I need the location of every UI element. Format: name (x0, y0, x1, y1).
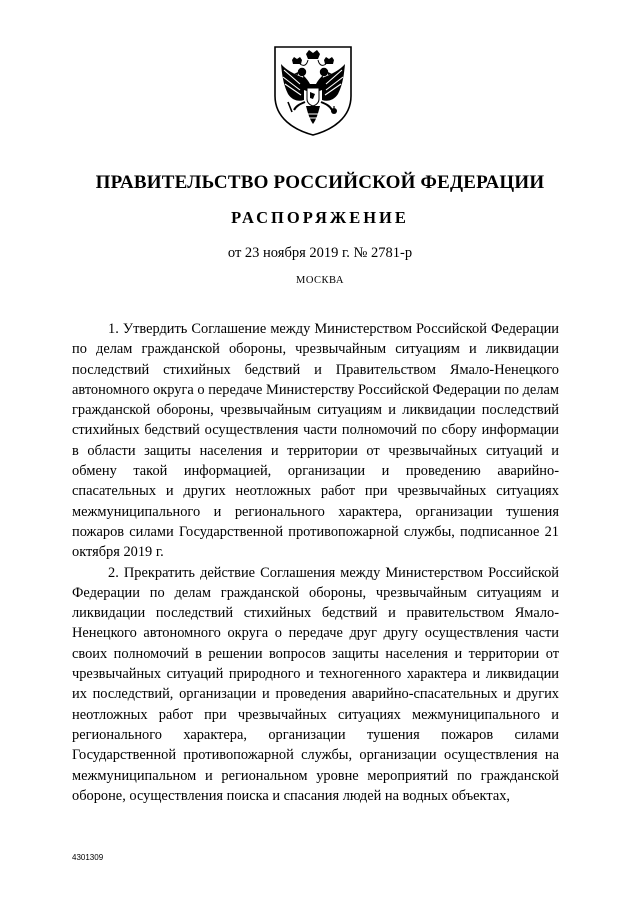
body-paragraph-2: 2. Прекратить действие Соглашения между Министерством Российской Федерации по делам гражданской обороны, чрезвычайным ситуациям и ликвидации последствий стихийных бедствий и правительством Ямало-Ненецкого автономного округа о передаче друг другу осуществления части своих полномочий в решении вопросов защиты населения и территории от чрезвычайных ситуаций природного и техногенного характера и ликвидации их последствий, организации и проведения аварийно-спасательных и других неотложных работ при чрезвычайных ситуациях межмуниципального и регионального характера, организации тушения пожаров силами Государственной противопожарной службы, организации осуществления на межмуниципальном и региональном уровне мероприятий по гражданской обороне, осуществления поиска и спасания людей на водных объектах, (72, 564, 559, 804)
document-place: МОСКВА (296, 275, 344, 286)
body-paragraph-1: 1. Утвердить Соглашение между Министерством Российской Федерации по делам гражданской обороны, чрезвычайным ситуациям и ликвидации последствий стихийных бедствий и Правительством Ямало-Ненецкого автономного округа о передаче Министерству Российской Федерации по делам гражданской обороны, чрезвычайным ситуациям и ликвидации последствий стихийных бедствий осуществления части полномочий по сбору информации в области защиты населения и территории от чрезвычайных ситуаций и обмену такой информацией, организации и проведению аварийно-спасательных и других неотложных работ при чрезвычайных ситуациях межмуниципального и регионального характера, организации тушения пожаров силами Государственной противопожарной службы, подписанное 21 октября 2019 г. (72, 321, 559, 561)
document-date-number: от 23 ноября 2019 г. № 2781-р (227, 245, 413, 261)
barcode-number: 4301309 (72, 853, 104, 862)
issuing-authority-title: ПРАВИТЕЛЬСТВО РОССИЙСКОЙ ФЕДЕРАЦИИ (95, 172, 545, 193)
russian-coat-of-arms-icon (272, 44, 354, 138)
document-body (72, 319, 559, 806)
document-type-title: РАСПОРЯЖЕНИЕ (231, 208, 409, 227)
